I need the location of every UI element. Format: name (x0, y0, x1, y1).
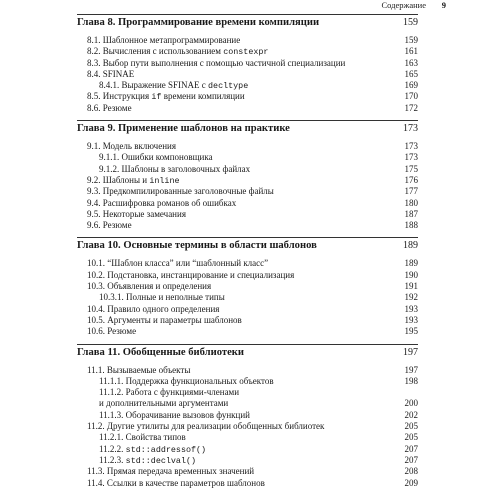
toc-entry-text: 9.2. Шаблоны и (87, 174, 150, 185)
toc-entry-page: 175 (404, 163, 418, 174)
toc-entry[interactable] (77, 304, 418, 315)
toc-entry-text: 8.6. Резюме (87, 102, 132, 113)
toc-entry-text: 10.1. “Шаблон класса” или “шаблонный класс” (87, 258, 269, 269)
toc-entry-page: 205 (404, 432, 418, 443)
toc-entry-text: 8.4.1. Выражение SFINAE с (99, 80, 209, 91)
toc-entry-text: 9.1.2. Шаблоны в заголовочных файлах (99, 163, 251, 174)
chapter-heading[interactable] (77, 237, 418, 254)
toc-entry-text: 10.3.1. Полные и неполные типы (99, 292, 225, 303)
chapter-page: 173 (403, 123, 418, 135)
running-header (0, 0, 500, 10)
toc-entry-page: 197 (404, 364, 418, 375)
toc-entry-text: 9.3. Предкомпилированные заголовочные файлы (87, 186, 274, 197)
toc-entry[interactable] (77, 466, 418, 477)
toc-entry[interactable] (77, 387, 418, 398)
toc-entry-page: 209 (404, 477, 418, 488)
toc-entry-text: времени компиляции (161, 91, 245, 102)
toc-entry-text: 10.4. Правило одного определения (87, 303, 220, 314)
toc-entry-page: 161 (404, 46, 418, 57)
toc-entry-text: 8.4. SFINAE (87, 68, 135, 79)
toc-entry-text: 10.2. Подстановка, инстанцирование и специализация (87, 269, 295, 280)
toc-entry-page: 176 (404, 174, 418, 185)
chapter-heading[interactable] (77, 14, 418, 31)
toc-entry-page: 207 (404, 454, 418, 465)
toc-entry-text: 11.1. Вызываемые объекты (87, 364, 191, 375)
toc-entry[interactable] (77, 432, 418, 443)
toc-entry-page: 165 (404, 68, 418, 79)
toc-entry-code: inline (149, 175, 180, 186)
chapter-heading[interactable] (77, 120, 418, 137)
toc-entry-page: 173 (404, 141, 418, 152)
chapter-page: 197 (403, 346, 418, 358)
toc-entry[interactable] (77, 292, 418, 303)
toc-entry[interactable] (77, 152, 418, 163)
toc-entry[interactable] (77, 281, 418, 292)
toc-entry[interactable] (77, 220, 418, 231)
toc-entry-text: 10.6. Резюме (87, 326, 137, 337)
chapter-heading[interactable] (77, 344, 418, 361)
toc-entry-page: 193 (404, 314, 418, 325)
toc-entry-text: 8.2. Вычисления с использованием (87, 46, 224, 57)
chapter-title: Глава 11. Обобщенные библиотеки (77, 346, 244, 358)
toc-entry-text: 8.5. Инструкция (87, 91, 152, 102)
toc-entry-text: 9.5. Некоторые замечания (87, 208, 186, 219)
toc-entry-code: constexpr (223, 47, 269, 58)
toc-entry[interactable] (77, 270, 418, 281)
toc-entry-text: 11.1.1. Поддержка функциональных объектов (99, 375, 274, 386)
toc-entry-text: 11.1.3. Оборачивание вызовов функций (99, 409, 250, 420)
toc-entry-text: 9.1. Модель включения (87, 141, 176, 152)
toc-entry-page: 195 (404, 326, 418, 337)
toc-entry[interactable] (77, 444, 418, 455)
toc-entry[interactable] (77, 478, 418, 489)
toc-entry[interactable] (77, 164, 418, 175)
toc-entry[interactable] (77, 258, 418, 269)
toc-entry[interactable] (77, 186, 418, 197)
toc-entry-page: 207 (404, 443, 418, 454)
toc-entry-page: 170 (404, 91, 418, 102)
toc-entry-code: std::addressof() (125, 444, 207, 455)
toc-entry[interactable] (77, 326, 418, 337)
toc-entry[interactable] (77, 410, 418, 421)
toc-entry-page: 200 (404, 398, 418, 409)
chapter-page: 159 (403, 17, 418, 28)
toc-entry-page: 205 (404, 421, 418, 432)
toc-entry[interactable] (77, 421, 418, 432)
toc-entry-page: 189 (404, 258, 418, 269)
toc-entry-page: 198 (404, 375, 418, 386)
toc-entry[interactable] (77, 103, 418, 114)
chapter-title: Глава 8. Программирование времени компиляции (77, 17, 320, 28)
toc-entry[interactable] (77, 80, 418, 91)
toc-entry-text: и дополнительными аргументами (99, 398, 229, 409)
toc-entry-page: 202 (404, 409, 418, 420)
page-number: 9 (441, 0, 446, 10)
toc-entry-page: 187 (404, 208, 418, 219)
toc-entry-text: 10.5. Аргументы и параметры шаблонов (87, 314, 242, 325)
toc-entry[interactable] (77, 198, 418, 209)
toc-entry[interactable] (77, 376, 418, 387)
toc-entry[interactable] (77, 58, 418, 69)
toc-entry[interactable] (77, 46, 418, 57)
toc-entry-page: 188 (404, 220, 418, 231)
toc-entry-page: 193 (404, 303, 418, 314)
toc-entry-text: 9.6. Резюме (87, 220, 132, 231)
toc-entry[interactable] (77, 455, 418, 466)
chapter-title: Глава 9. Применение шаблонов на практике (77, 123, 290, 135)
toc-entry-text: 8.1. Шаблонное метапрограммирование (87, 35, 241, 45)
toc-entry[interactable] (77, 398, 418, 409)
toc-entry-page: 163 (404, 57, 418, 68)
toc-entry-page: 208 (404, 466, 418, 477)
toc-entry-code: std::declval() (125, 455, 197, 466)
toc-entry-page: 172 (404, 102, 418, 113)
toc-entry-page: 192 (404, 292, 418, 303)
toc-entry[interactable] (77, 69, 418, 80)
toc-entry-text: 11.4. Ссылки в качестве параметров шаблонов (87, 477, 265, 488)
toc-entry-text: 9.4. Расшифровка романов об ошибках (87, 197, 237, 208)
toc-entry[interactable] (77, 175, 418, 186)
toc-entry-page: 177 (404, 186, 418, 197)
toc-entry-page: 190 (404, 269, 418, 280)
toc-entry[interactable] (77, 315, 418, 326)
toc-entry-page: 169 (404, 80, 418, 91)
toc-entry-page: 159 (404, 35, 418, 45)
running-header-title: Содержание (381, 0, 426, 10)
toc-entry-text: 11.1.2. Работа с функциями-членами (99, 387, 240, 398)
toc-entry[interactable] (77, 365, 418, 376)
toc-entry-text: 11.2. Другие утилиты для реализации обобщенных библиотек (87, 421, 325, 432)
toc-entry-text: 11.2.3. (99, 454, 126, 465)
chapter-page: 189 (403, 240, 418, 252)
toc-entry-page: 191 (404, 281, 418, 292)
toc-entry[interactable] (77, 91, 418, 102)
toc-entry-text: 9.1.1. Ошибки компоновщика (99, 152, 213, 163)
table-of-contents (77, 14, 418, 489)
toc-entry-page: 173 (404, 152, 418, 163)
toc-entry-text: 11.2.1. Свойства типов (99, 432, 186, 443)
toc-entry[interactable] (77, 35, 418, 46)
chapter-title: Глава 10. Основные термины в области шаблонов (77, 240, 317, 252)
toc-entry[interactable] (77, 209, 418, 220)
toc-entry-text: 8.3. Выбор пути выполнения с помощью частичной специализации (87, 57, 346, 68)
toc-entry-code: if (151, 92, 162, 103)
toc-entry-code: decltype (208, 81, 249, 92)
toc-entry-text: 11.3. Прямая передача временных значений (87, 466, 255, 477)
toc-entry-text: 11.2.2. (99, 443, 126, 454)
toc-entry-text: 10.3. Объявления и определения (87, 281, 212, 292)
toc-entry-page: 180 (404, 197, 418, 208)
toc-entry[interactable] (77, 141, 418, 152)
